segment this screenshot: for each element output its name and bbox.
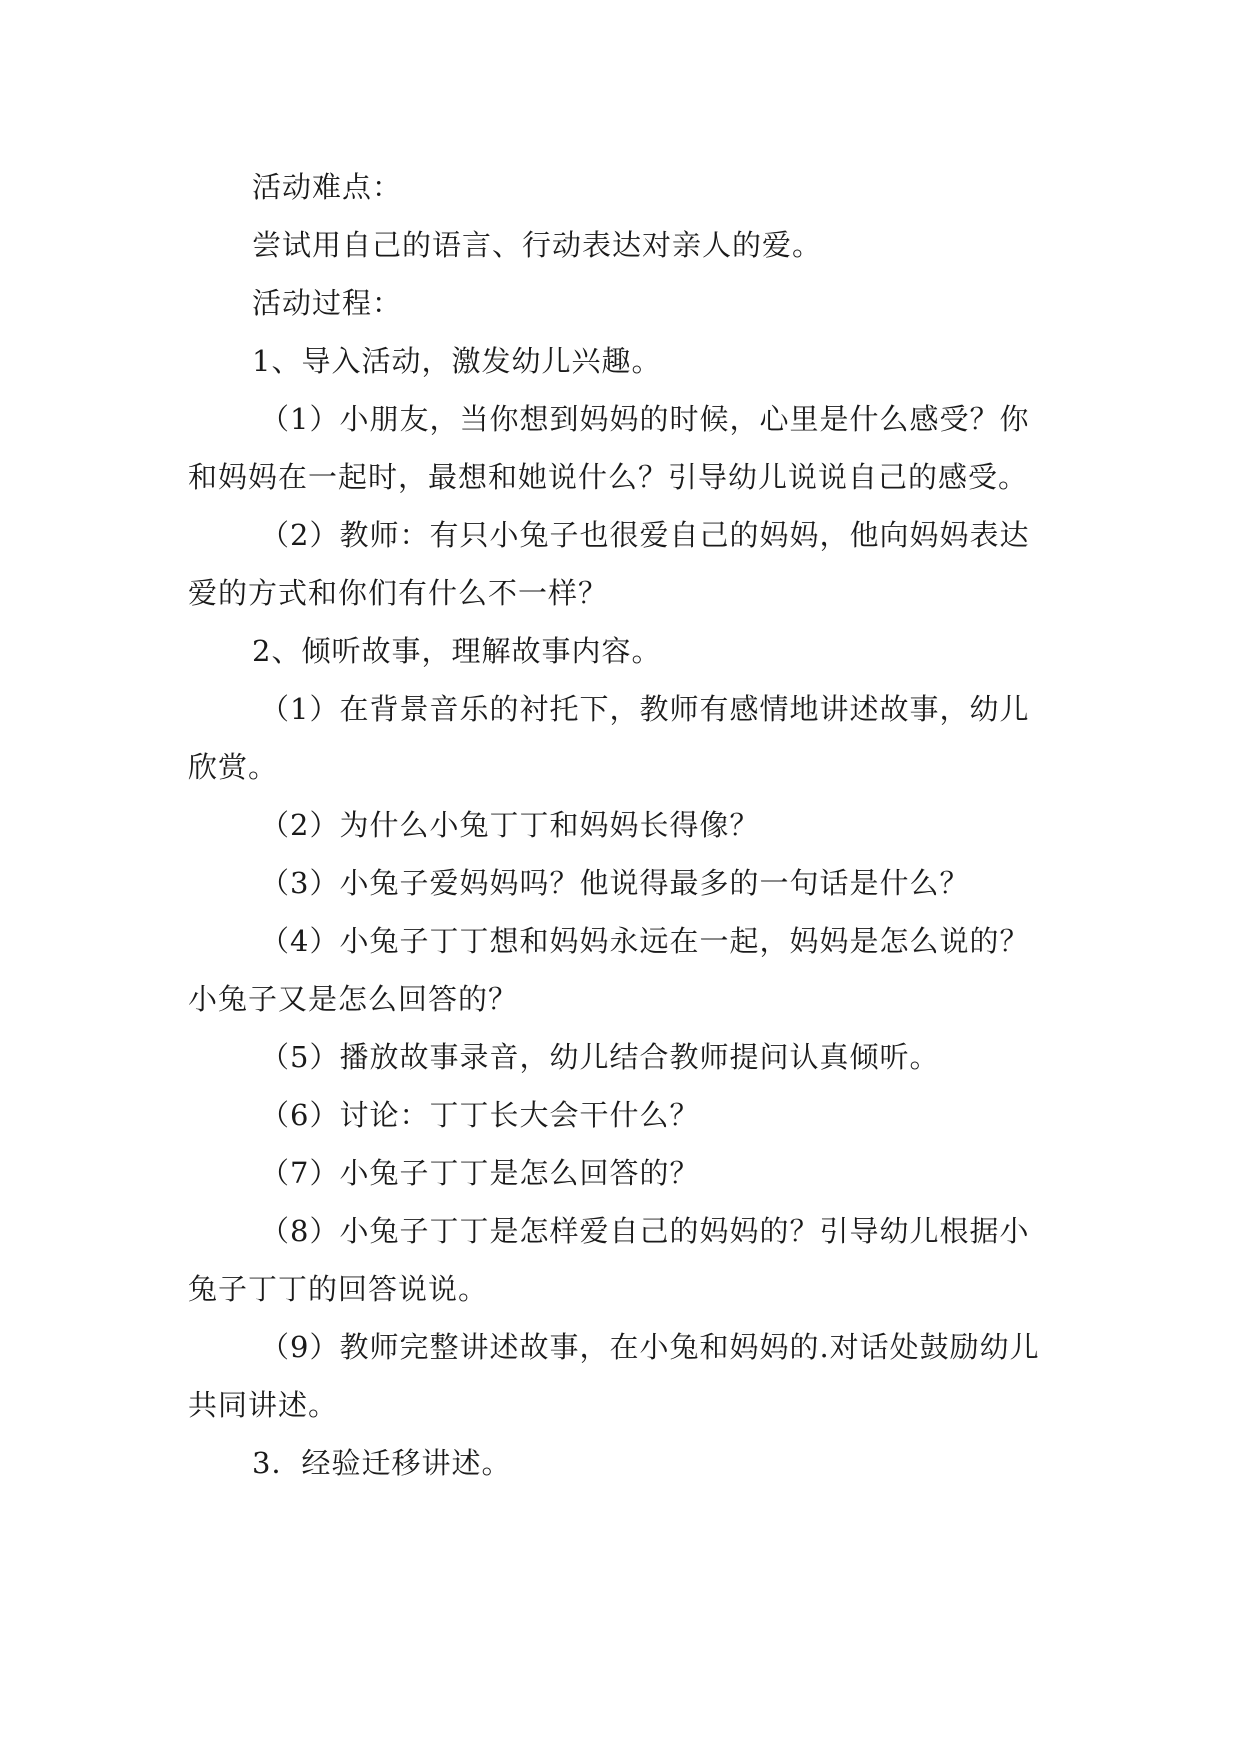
step-2-item-4: （4）小兔子丁丁想和妈妈永远在一起，妈妈是怎么说的？小兔子又是怎么回答的？ [188, 924, 1030, 1016]
step-1-heading: 1、导入活动，激发幼儿兴趣。 [252, 344, 662, 378]
step-2-item-7: （7）小兔子丁丁是怎么回答的？ [260, 1156, 700, 1190]
step-3-heading: 3．经验迁移讲述。 [252, 1446, 512, 1480]
step-1-item-1: （1）小朋友，当你想到妈妈的时候，心里是什么感受？你和妈妈在一起时，最想和她说什么？引导幼儿说说自己的感受。 [188, 402, 1030, 494]
step-2-item-6: （6）讨论：丁丁长大会干什么？ [260, 1098, 700, 1132]
step-2-item-3: （3）小兔子爱妈妈吗？他说得最多的一句话是什么？ [260, 866, 970, 900]
step-1-item-2: （2）教师：有只小兔子也很爱自己的妈妈，他向妈妈表达爱的方式和你们有什么不一样？ [188, 518, 1030, 610]
difficulty-text: 尝试用自己的语言、行动表达对亲人的爱。 [252, 228, 823, 262]
document-body [188, 158, 1058, 1492]
step-2-item-5: （5）播放故事录音，幼儿结合教师提问认真倾听。 [260, 1040, 940, 1074]
step-2-item-9: （9）教师完整讲述故事，在小兔和妈妈的.对话处鼓励幼儿共同讲述。 [188, 1330, 1040, 1422]
step-2-item-8: （8）小兔子丁丁是怎样爱自己的妈妈的？引导幼儿根据小兔子丁丁的回答说说。 [188, 1214, 1030, 1306]
heading-activity-difficulty: 活动难点： [252, 170, 403, 204]
step-2-item-1: （1）在背景音乐的衬托下，教师有感情地讲述故事，幼儿欣赏。 [188, 692, 1030, 784]
heading-activity-process: 活动过程： [252, 286, 403, 320]
step-2-item-2: （2）为什么小兔丁丁和妈妈长得像？ [260, 808, 760, 842]
step-2-heading: 2、倾听故事，理解故事内容。 [252, 634, 662, 668]
